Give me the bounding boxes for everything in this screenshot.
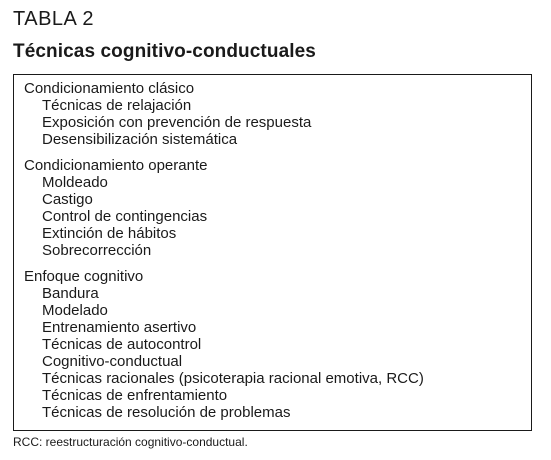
section-heading: Condicionamiento clásico (24, 80, 195, 97)
section-heading: Condicionamiento operante (24, 157, 208, 174)
list-item: Moldeado (42, 174, 108, 191)
table-number-label: TABLA 2 (13, 8, 94, 30)
list-item: Modelado (42, 302, 108, 319)
list-item: Extinción de hábitos (42, 225, 177, 242)
section-classical-conditioning (24, 80, 531, 148)
list-item: Técnicas de resolución de problemas (42, 404, 291, 421)
list-item: Sobrecorrección (42, 242, 152, 259)
list-item: Control de contingencias (42, 208, 208, 225)
list-item: Castigo (42, 191, 93, 208)
list-item: Técnicas de relajación (42, 97, 192, 114)
list-item: Técnicas de enfrentamiento (42, 387, 228, 404)
list-item: Técnicas de autocontrol (42, 336, 202, 353)
section-operant-conditioning (24, 157, 531, 259)
table-title: Técnicas cognitivo-conductuales (13, 41, 316, 62)
list-item: Bandura (42, 285, 99, 302)
list-item: Entrenamiento asertivo (42, 319, 197, 336)
section-cognitive-approach (24, 268, 531, 421)
list-item: Cognitivo-conductual (42, 353, 183, 370)
section-heading: Enfoque cognitivo (24, 268, 144, 285)
list-item: Desensibilización sistemática (42, 131, 238, 148)
list-item: Técnicas racionales (psicoterapia racional emotiva, RCC) (42, 370, 424, 387)
table-footnote: RCC: reestructuración cognitivo-conductual. (13, 435, 248, 449)
list-item: Exposición con prevención de respuesta (42, 114, 312, 131)
techniques-table-box (13, 74, 532, 431)
